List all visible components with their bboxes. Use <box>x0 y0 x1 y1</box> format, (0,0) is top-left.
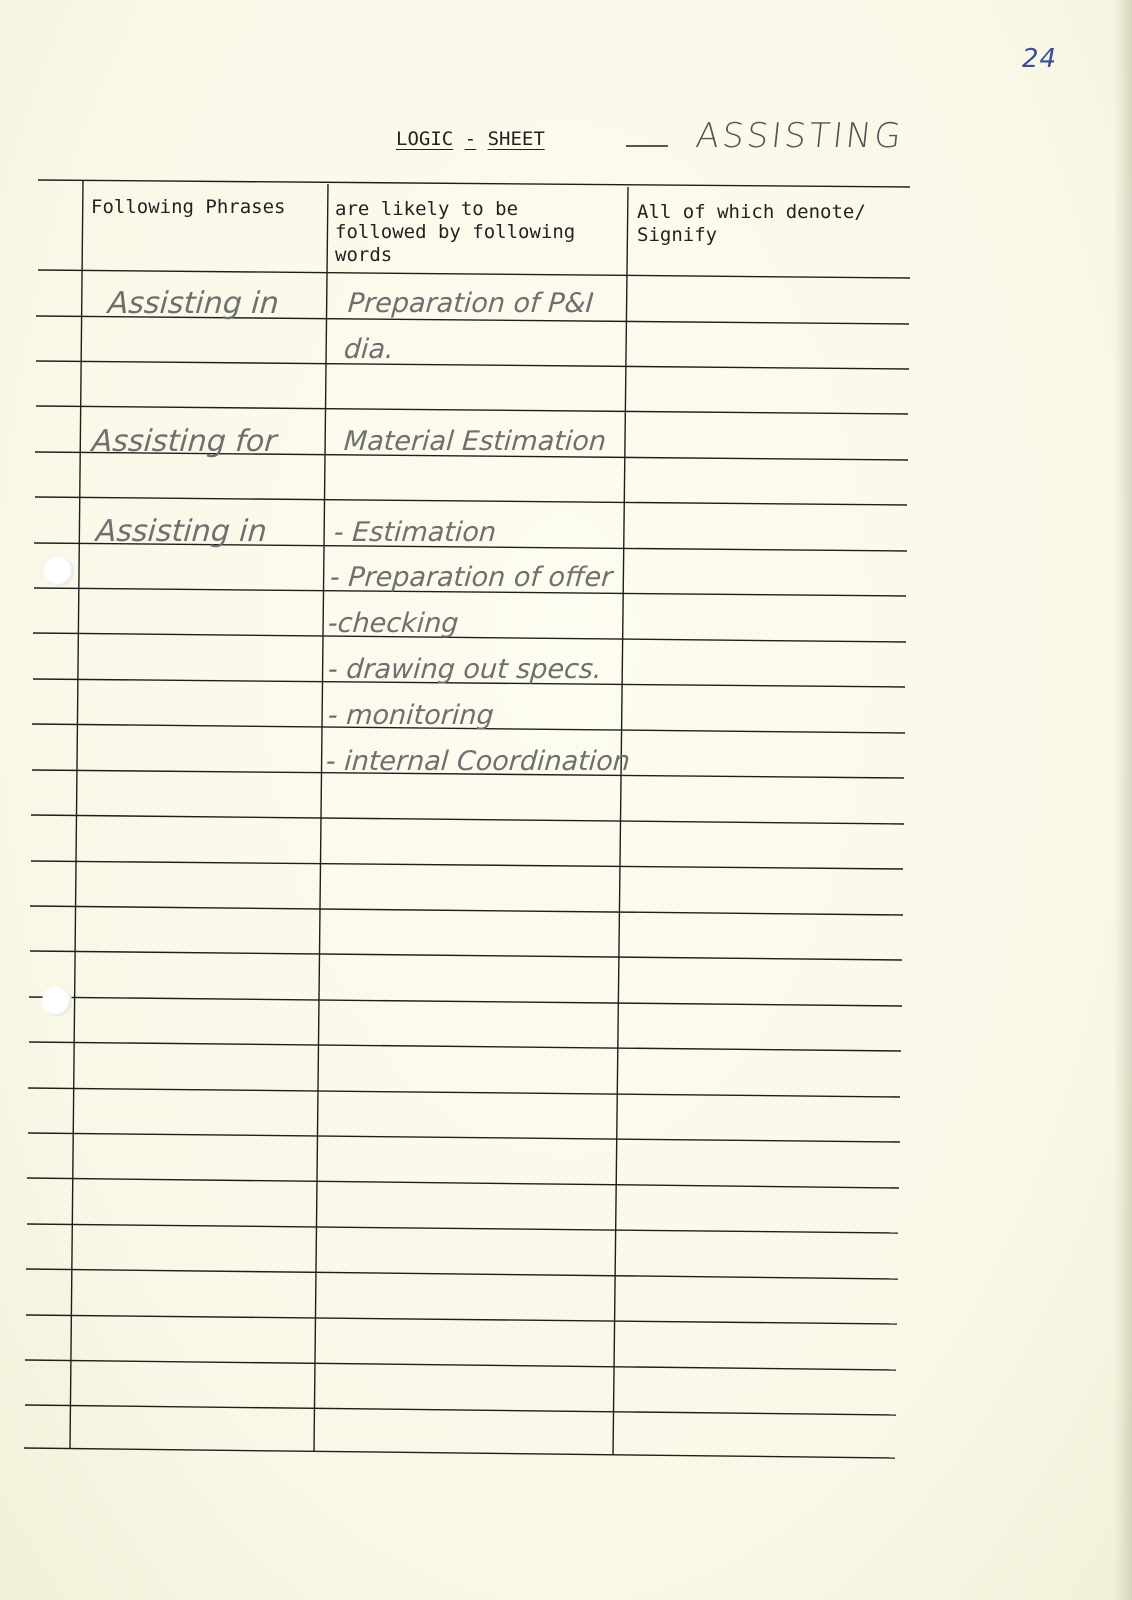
table-rule-24 <box>26 1269 898 1279</box>
entry-3-word-3: -checking <box>326 608 460 639</box>
table-rule-20 <box>28 1088 900 1097</box>
header-col2-line3: words <box>335 244 393 266</box>
punch-hole-bottom <box>42 986 72 1016</box>
table-rule-17 <box>30 951 902 960</box>
table-rule-28 <box>24 1448 895 1458</box>
table-rule-22 <box>27 1178 899 1188</box>
table-rule-1 <box>38 180 910 187</box>
header-col2-line2: followed by following <box>335 221 576 243</box>
table-rule-2 <box>38 270 910 278</box>
header-col3 <box>637 201 866 247</box>
entry-3-word-5: - monitoring <box>326 700 495 731</box>
table-rule-27 <box>25 1405 896 1415</box>
header-col3-line1: All of which denote/ <box>637 201 866 223</box>
table-rule-23 <box>27 1224 898 1233</box>
table-rule-25 <box>26 1315 897 1324</box>
header-col2 <box>335 198 575 267</box>
header-col1 <box>91 196 285 219</box>
entry-3-word-6: - internal Coordination <box>324 746 632 777</box>
punch-hole-top <box>44 556 74 586</box>
table-rule-21 <box>28 1133 900 1142</box>
entry-1-word-1: Preparation of P&I <box>346 288 595 319</box>
entry-2-word-1: Material Estimation <box>342 426 608 457</box>
entry-3-word-1: - Estimation <box>332 517 498 548</box>
table-rule-10 <box>33 633 906 642</box>
entry-3-word-2: - Preparation of offer <box>328 562 614 593</box>
title-sheet: SHEET <box>487 128 545 150</box>
table-rule-19 <box>29 1042 901 1051</box>
title-handwritten: ASSISTING <box>693 116 906 156</box>
table-rule-5 <box>36 406 908 414</box>
header-col1-text: Following Phrases <box>91 196 286 218</box>
table-rule-15 <box>31 861 903 869</box>
table-rule-4 <box>36 361 909 369</box>
entry-1-phrase: Assisting in <box>106 286 281 321</box>
header-col2-line1: are likely to be <box>335 198 519 220</box>
page-number: 24 <box>1022 44 1058 74</box>
table-rule-16 <box>30 906 903 915</box>
header-col3-line2: Signify <box>637 224 718 246</box>
entry-2-phrase: Assisting for <box>90 424 278 459</box>
table-rule-26 <box>25 1360 896 1370</box>
table-rule-18 <box>29 997 902 1006</box>
title-separator: - <box>464 128 477 150</box>
table-rule-14 <box>31 815 904 824</box>
table-rule-7 <box>35 497 907 505</box>
title-logic: LOGIC <box>396 128 454 150</box>
entry-3-word-4: - drawing out specs. <box>326 654 603 685</box>
entry-3-phrase: Assisting in <box>94 514 269 549</box>
entry-1-word-2: dia. <box>342 334 395 365</box>
